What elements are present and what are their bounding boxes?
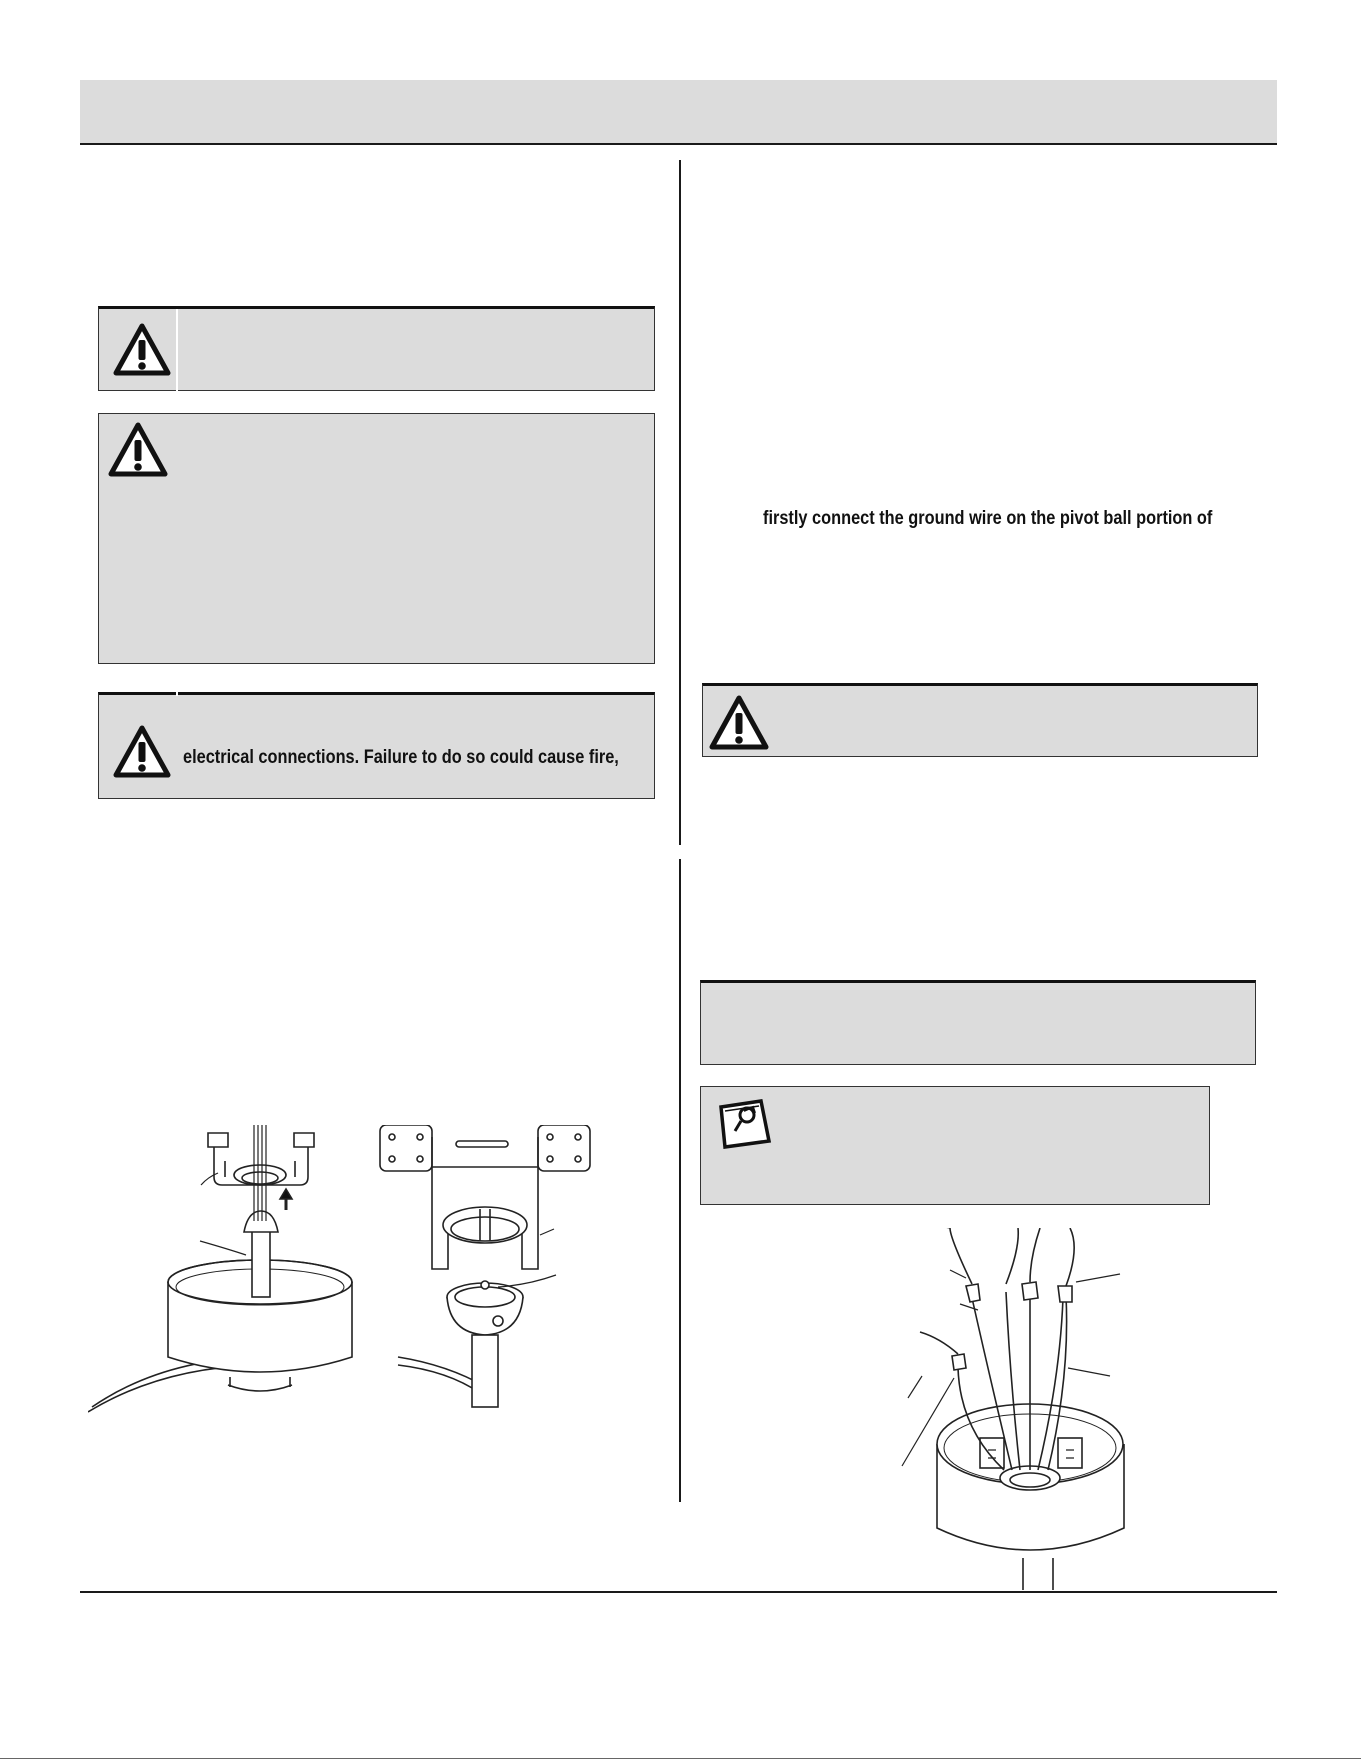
warning-triangle-icon xyxy=(709,695,769,751)
hanger-bracket-illustration xyxy=(88,1125,628,1415)
warning-box-3 xyxy=(98,692,655,799)
warning-3-text: electrical connections. Failure to do so could cause fire, xyxy=(183,747,619,768)
warning-box-1 xyxy=(98,306,655,391)
warning-triangle-icon xyxy=(108,422,168,478)
warning-triangle-icon xyxy=(113,725,171,779)
note-box xyxy=(700,1086,1210,1205)
page-header-bar xyxy=(80,80,1277,145)
warning-box-4 xyxy=(702,683,1258,757)
bottom-edge-rule xyxy=(0,1758,1361,1759)
ground-wire-instruction: firstly connect the ground wire on the pivot ball portion of xyxy=(763,508,1213,529)
note-pushpin-icon xyxy=(715,1097,777,1149)
warning-box-2 xyxy=(98,413,655,664)
footer-rule xyxy=(80,1591,1277,1593)
caution-box xyxy=(700,980,1256,1065)
column-divider xyxy=(679,160,681,1502)
warning-triangle-icon xyxy=(113,323,171,377)
wiring-connection-illustration xyxy=(880,1228,1150,1590)
